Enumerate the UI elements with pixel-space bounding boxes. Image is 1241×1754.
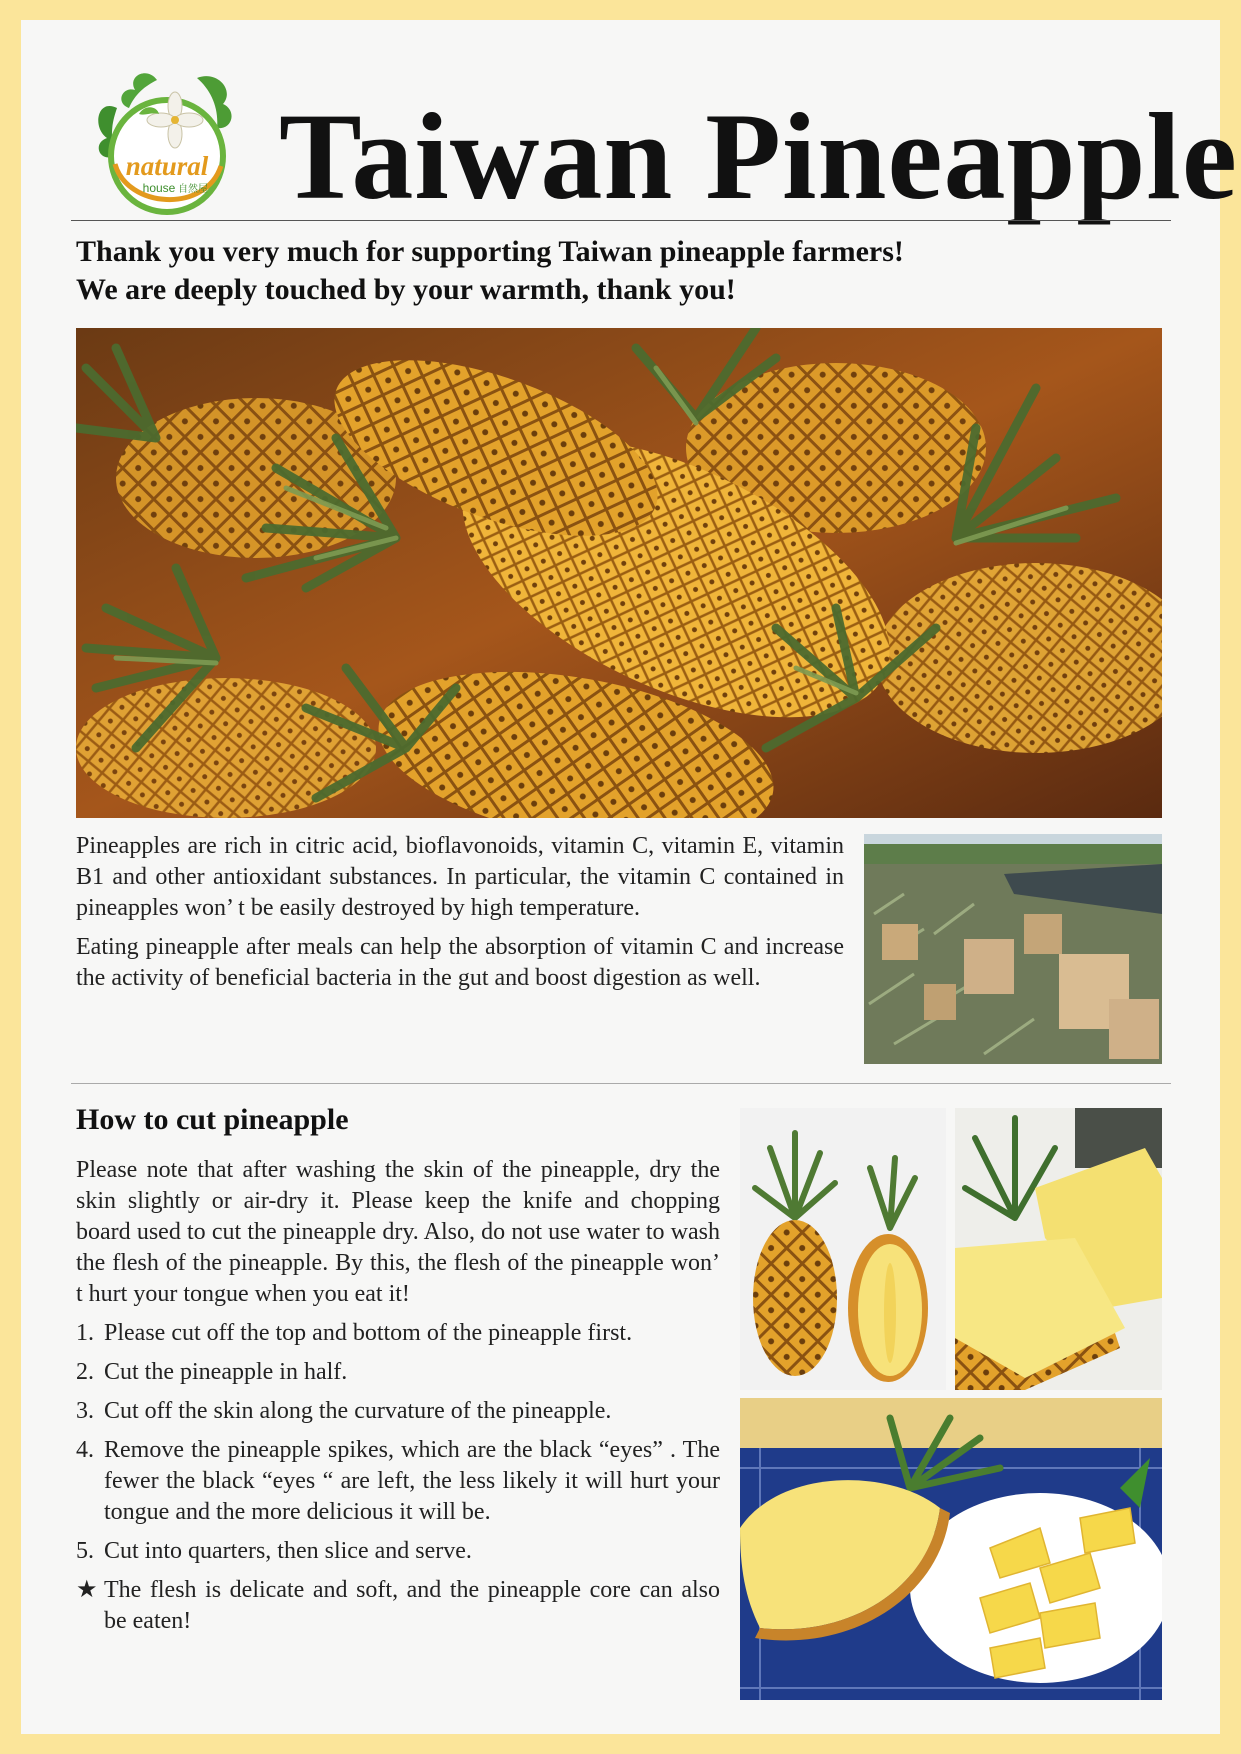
- natural-house-logo: [87, 68, 237, 218]
- step-item: [76, 1435, 720, 1528]
- how-to-note: Please note that after washing the skin of the pineapple, dry the skin slightly or air-dry it. Please keep the knife and chopping board used to cut the pineapple dry. Also, do not use water to wash the flesh of the pineapple. By this, the flesh of the pineapple won’ t hurt your tongue when you eat it!: [76, 1157, 720, 1307]
- intro-paragraph-2: Eating pineapple after meals can help the absorption of vitamin C and increase the activity of beneficial bacteria in the gut and boost digestion as well.: [76, 934, 844, 991]
- step-number: 4.: [76, 1437, 94, 1463]
- logo-sub: house: [142, 181, 176, 195]
- step-item: [76, 1357, 720, 1388]
- cutting-steps: [76, 1318, 720, 1567]
- tip: [76, 1575, 720, 1637]
- how-to-instructions: [76, 1155, 720, 1637]
- pineapple-farm-photo: [864, 834, 1162, 1064]
- step-text: Cut off the skin along the curvature of the pineapple.: [104, 1398, 612, 1424]
- step-text: Cut into quarters, then slice and serve.: [104, 1538, 472, 1564]
- section-divider: [71, 1083, 1171, 1084]
- thanks-message: [76, 233, 1176, 309]
- step-text: Please cut off the top and bottom of the pineapple first.: [104, 1320, 633, 1346]
- thanks-line-1: Thank you very much for supporting Taiwan pineapple farmers!: [76, 235, 904, 268]
- header-divider: [71, 220, 1171, 221]
- cut-pineapple-halves-photo: [955, 1108, 1162, 1390]
- intro-paragraph-1: Pineapples are rich in citric acid, bioflavonoids, vitamin C, vitamin E, vitamin B1 and other antioxidant substances. In particular, the vitamin C contained in pineapples won’ t be easily destroyed by high temperature.: [76, 833, 844, 921]
- step-number: 1.: [76, 1320, 94, 1346]
- star-icon: ★: [76, 1577, 98, 1603]
- pineapple-pile-photo: [76, 328, 1162, 818]
- step-number: 5.: [76, 1538, 94, 1564]
- step-number: 2.: [76, 1359, 94, 1385]
- page-title: Taiwan Pineapple: [279, 88, 1238, 225]
- step-item: [76, 1396, 720, 1427]
- whole-and-half-pineapple-photo: [740, 1108, 946, 1390]
- step-item: [76, 1536, 720, 1567]
- nutrition-info: [76, 831, 844, 1002]
- step-number: 3.: [76, 1398, 94, 1424]
- logo-word: natural: [125, 151, 209, 181]
- sliced-pineapple-plate-photo: [740, 1398, 1162, 1700]
- step-item: [76, 1318, 720, 1349]
- tip-text: The flesh is delicate and soft, and the pineapple core can also be eaten!: [104, 1577, 720, 1634]
- logo-cjk: 自然屋: [178, 184, 208, 195]
- step-text: Cut the pineapple in half.: [104, 1359, 348, 1385]
- thanks-line-2: We are deeply touched by your warmth, thank you!: [76, 273, 736, 306]
- how-to-title: How to cut pineapple: [76, 1103, 349, 1136]
- step-text: Remove the pineapple spikes, which are the black “eyes” . The fewer the black “eyes “ are left, the less likely it will hurt your tongue and the more delicious it will be.: [104, 1437, 720, 1525]
